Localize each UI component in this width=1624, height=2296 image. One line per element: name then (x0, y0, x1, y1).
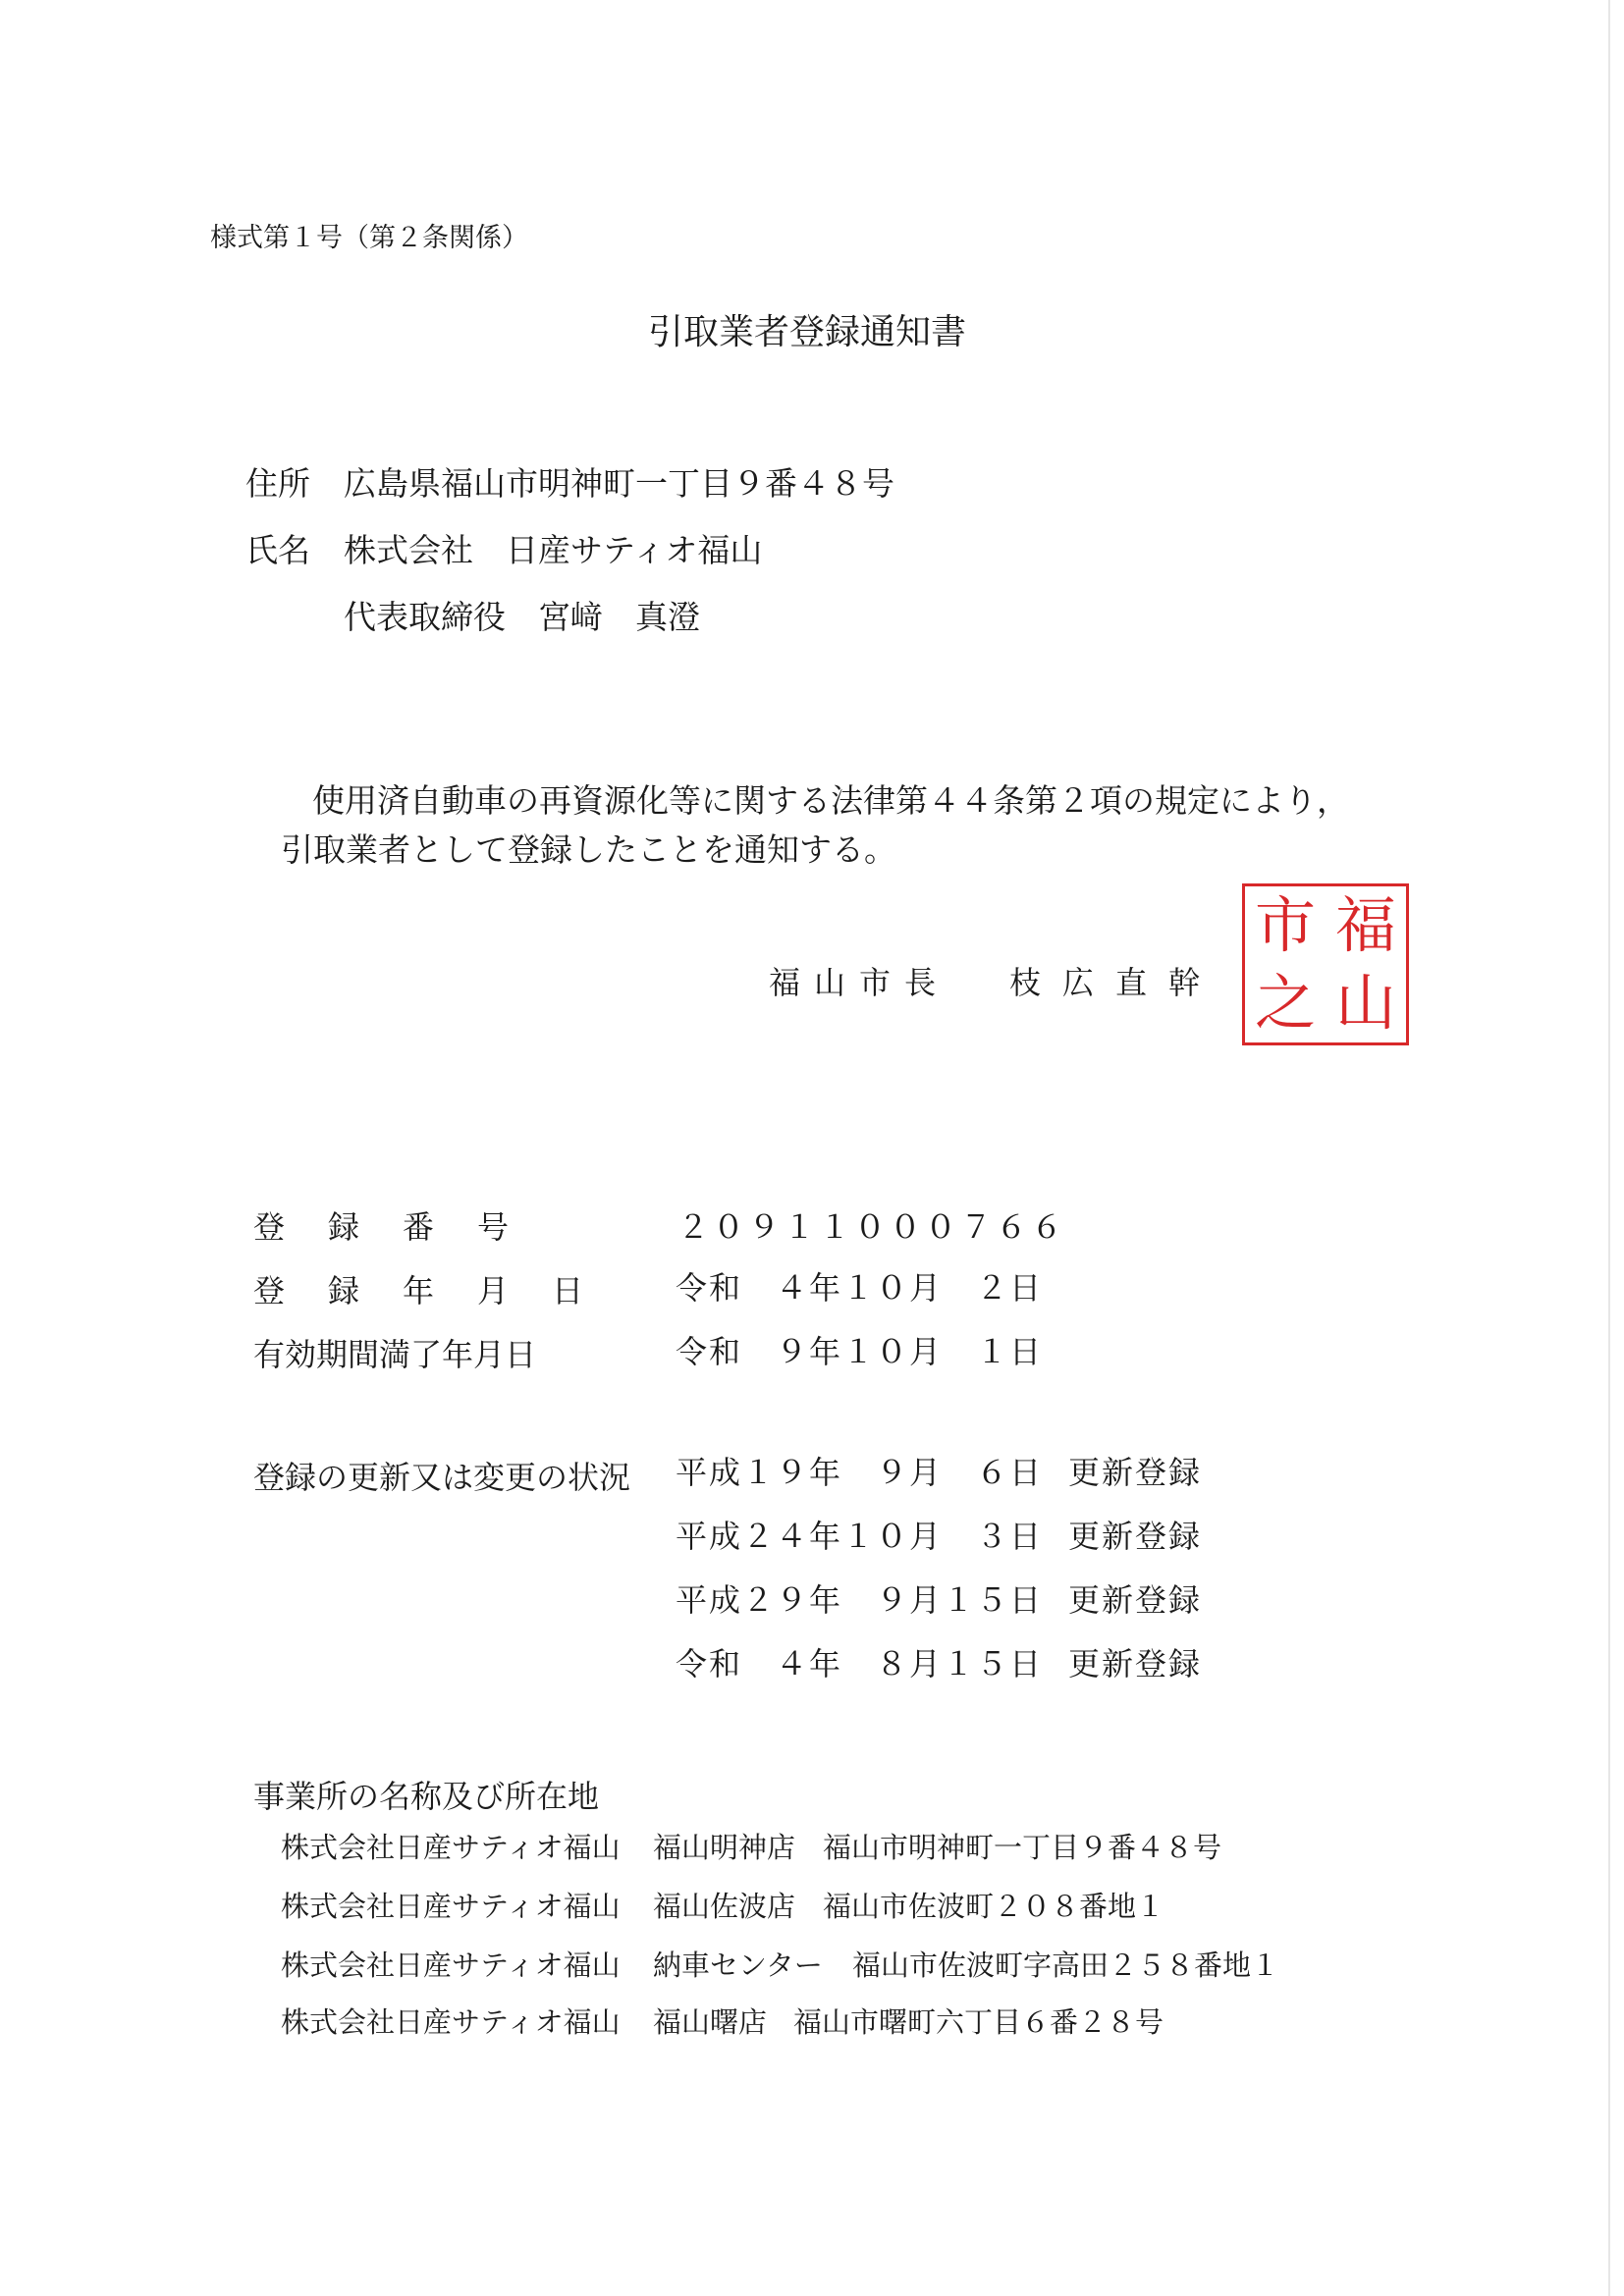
notice-line-1: 使用済自動車の再資源化等に関する法律第４４条第２項の規定により， (312, 781, 1349, 820)
office-address: 福山市佐波町２０８番地１ (823, 1890, 1165, 1923)
issuer-title: 福山市長 (769, 964, 950, 1001)
seal-char: 山 (1334, 967, 1396, 1040)
notice-line-2: 引取業者として登録したことを通知する。 (281, 830, 896, 869)
history-type: 更新登録 (1068, 1454, 1203, 1491)
history-date: 令和 ４年 ８月１５日 (676, 1645, 1044, 1682)
seal-char: 之 (1254, 967, 1316, 1040)
registration-number: ２０９１１０００７６６ (677, 1208, 1067, 1246)
history-date: 平成２４年１０月 ３日 (676, 1518, 1044, 1555)
office-company: 株式会社日産サティオ福山 (281, 1949, 621, 1982)
company-name: 株式会社 日産サティオ福山 (344, 531, 763, 569)
scan-edge-line (1608, 0, 1610, 2296)
expiry-label: 有効期間満了年月日 (253, 1336, 537, 1373)
office-address: 福山市明神町一丁目９番４８号 (823, 1831, 1222, 1864)
issuer-name: 枝広直幹 (1009, 964, 1222, 1001)
address-value: 広島県福山市明神町一丁目９番４８号 (344, 464, 894, 503)
history-type: 更新登録 (1068, 1581, 1203, 1619)
office-branch: 福山佐波店 (653, 1890, 796, 1923)
document-title: 引取業者登録通知書 (648, 312, 967, 352)
office-branch: 福山明神店 (653, 1831, 796, 1864)
registration-date-label: 登 録 年 月 日 (253, 1272, 590, 1309)
registration-number-label: 登 録 番 号 (253, 1208, 515, 1246)
official-seal (1242, 883, 1409, 1045)
history-date: 平成１９年 ９月 ６日 (676, 1454, 1044, 1491)
office-branch: 福山曙店 (653, 2005, 768, 2039)
form-number: 様式第１号（第２条関係） (210, 223, 528, 253)
office-branch: 納車センター (653, 1949, 823, 1982)
registration-date: 令和 ４年１０月 ２日 (676, 1269, 1044, 1307)
office-company: 株式会社日産サティオ福山 (281, 2005, 621, 2039)
office-address: 福山市佐波町字高田２５８番地１ (852, 1949, 1280, 1982)
expiry-date: 令和 ９年１０月 １日 (676, 1333, 1044, 1370)
office-company: 株式会社日産サティオ福山 (281, 1831, 621, 1864)
history-label: 登録の更新又は変更の状況 (253, 1459, 631, 1496)
office-address: 福山市曙町六丁目６番２８号 (793, 2005, 1164, 2039)
history-type: 更新登録 (1068, 1518, 1203, 1555)
office-company: 株式会社日産サティオ福山 (281, 1890, 621, 1923)
seal-char: 福 (1334, 888, 1396, 961)
address-label: 住所 (245, 464, 310, 503)
name-label: 氏名 (245, 531, 310, 569)
offices-label: 事業所の名称及び所在地 (253, 1778, 600, 1815)
history-type: 更新登録 (1068, 1645, 1203, 1682)
history-date: 平成２９年 ９月１５日 (676, 1581, 1044, 1619)
representative-name: 代表取締役 宮﨑 真澄 (344, 598, 700, 636)
seal-char: 市 (1254, 888, 1316, 961)
